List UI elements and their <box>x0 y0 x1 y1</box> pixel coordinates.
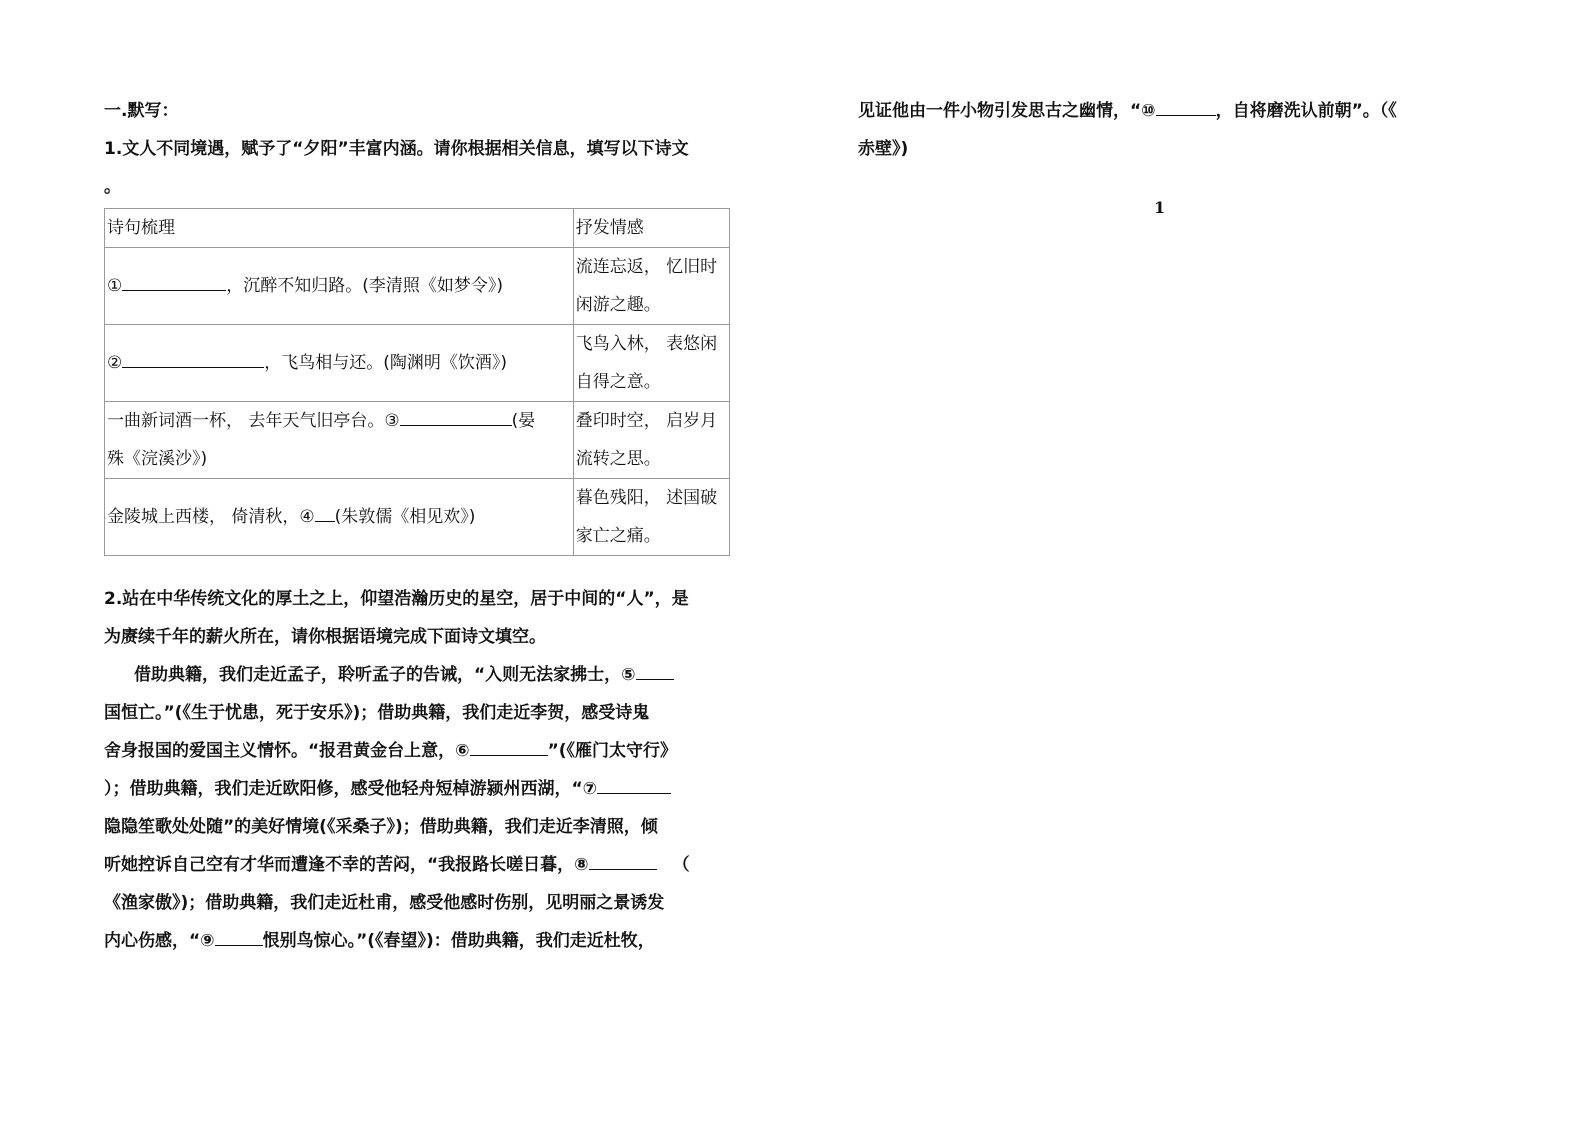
blank-5[interactable] <box>636 659 674 680</box>
q2-body-line: 听她控诉自己空有才华而遭逢不幸的苦闷，“我报路长嗟日暮，⑧ （ <box>104 846 732 884</box>
table-header-row <box>105 209 730 248</box>
blank-9[interactable] <box>215 925 263 946</box>
q2-body-line: 隐隐笙歌处处随”的美好情境(《采桑子》)；借助典籍，我们走近李清照，倾 <box>104 817 658 837</box>
page-number: 1 <box>1154 198 1166 217</box>
row2-poem: ② ，飞鸟相与还。(陶渊明《饮酒》) <box>105 325 574 402</box>
blank-8[interactable] <box>589 849 657 870</box>
poem-table <box>104 208 730 556</box>
q2-prompt-line1: 2.站在中华传统文化的厚土之上，仰望浩瀚历史的星空，居于中间的“人”，是 <box>104 589 689 609</box>
q2-continuation-line2: 赤壁》) <box>858 139 909 159</box>
q2-body-line: ）；借助典籍，我们走近欧阳修，感受他轻舟短棹游颍州西湖，“⑦ <box>104 770 732 808</box>
blank-10[interactable] <box>1156 95 1216 116</box>
q2-prompt-line2: 为赓续千年的薪火所在，请你根据语境完成下面诗文填空。 <box>104 627 546 647</box>
q2-body-line: 内心伤感，“⑨ 恨别鸟惊心。”(《春望》)：借助典籍，我们走近杜牧， <box>104 922 732 960</box>
q2-body-line: 借助典籍，我们走近孟子，聆听孟子的告诫，“入则无法家拂士，⑤ <box>104 656 732 694</box>
blank-6[interactable] <box>470 735 548 756</box>
q2-continuation-line1: 见证他由一件小物引发思古之幽情，“⑩ ，自将磨洗认前朝”。（《 <box>858 92 1468 130</box>
row4-emotion: 暮色残阳， 述国破 家亡之痛。 <box>573 479 729 556</box>
blank-2[interactable] <box>122 347 264 368</box>
table-row <box>105 248 730 325</box>
blank-1[interactable] <box>122 270 226 291</box>
q2-body-line: 《渔家傲》)；借助典籍，我们走近杜甫，感受他感时伤别，见明丽之景诱发 <box>104 893 665 913</box>
row3-poem: 一曲新词酒一杯， 去年天气旧亭台。③ (晏 殊《浣溪沙》) <box>105 402 574 479</box>
blank-7[interactable] <box>597 773 671 794</box>
q2-body-line: 国恒亡。”(《生于忧患，死于安乐》)；借助典籍，我们走近李贺，感受诗鬼 <box>104 703 650 723</box>
blank-4[interactable] <box>315 501 335 522</box>
right-column <box>858 92 1468 168</box>
q1-prompt-line1: 1.文人不同境遇，赋予了“夕阳”丰富内涵。请你根据相关信息，填写以下诗文 <box>104 139 689 159</box>
blank-3[interactable] <box>400 405 512 426</box>
row1-poem: ① ，沉醉不知归路。(李清照《如梦令》) <box>105 248 574 325</box>
row1-emotion: 流连忘返， 忆旧时 闲游之趣。 <box>573 248 729 325</box>
table-row <box>105 479 730 556</box>
row2-emotion: 飞鸟入林， 表悠闲 自得之意。 <box>573 325 729 402</box>
left-column <box>104 92 732 960</box>
row3-emotion: 叠印时空， 启岁月 流转之思。 <box>573 402 729 479</box>
table-row <box>105 402 730 479</box>
table-row <box>105 325 730 402</box>
q2-body-line: 舍身报国的爱国主义情怀。“报君黄金台上意，⑥ ”(《雁门太守行》 <box>104 732 732 770</box>
header-poem: 诗句梳理 <box>105 209 574 248</box>
row4-poem: 金陵城上西楼， 倚清秋，④ (朱敦儒《相见欢》) <box>105 479 574 556</box>
header-emotion: 抒发情感 <box>573 209 729 248</box>
q1-prompt-line2: 。 <box>104 177 121 197</box>
section-title: 一.默写： <box>104 101 179 121</box>
